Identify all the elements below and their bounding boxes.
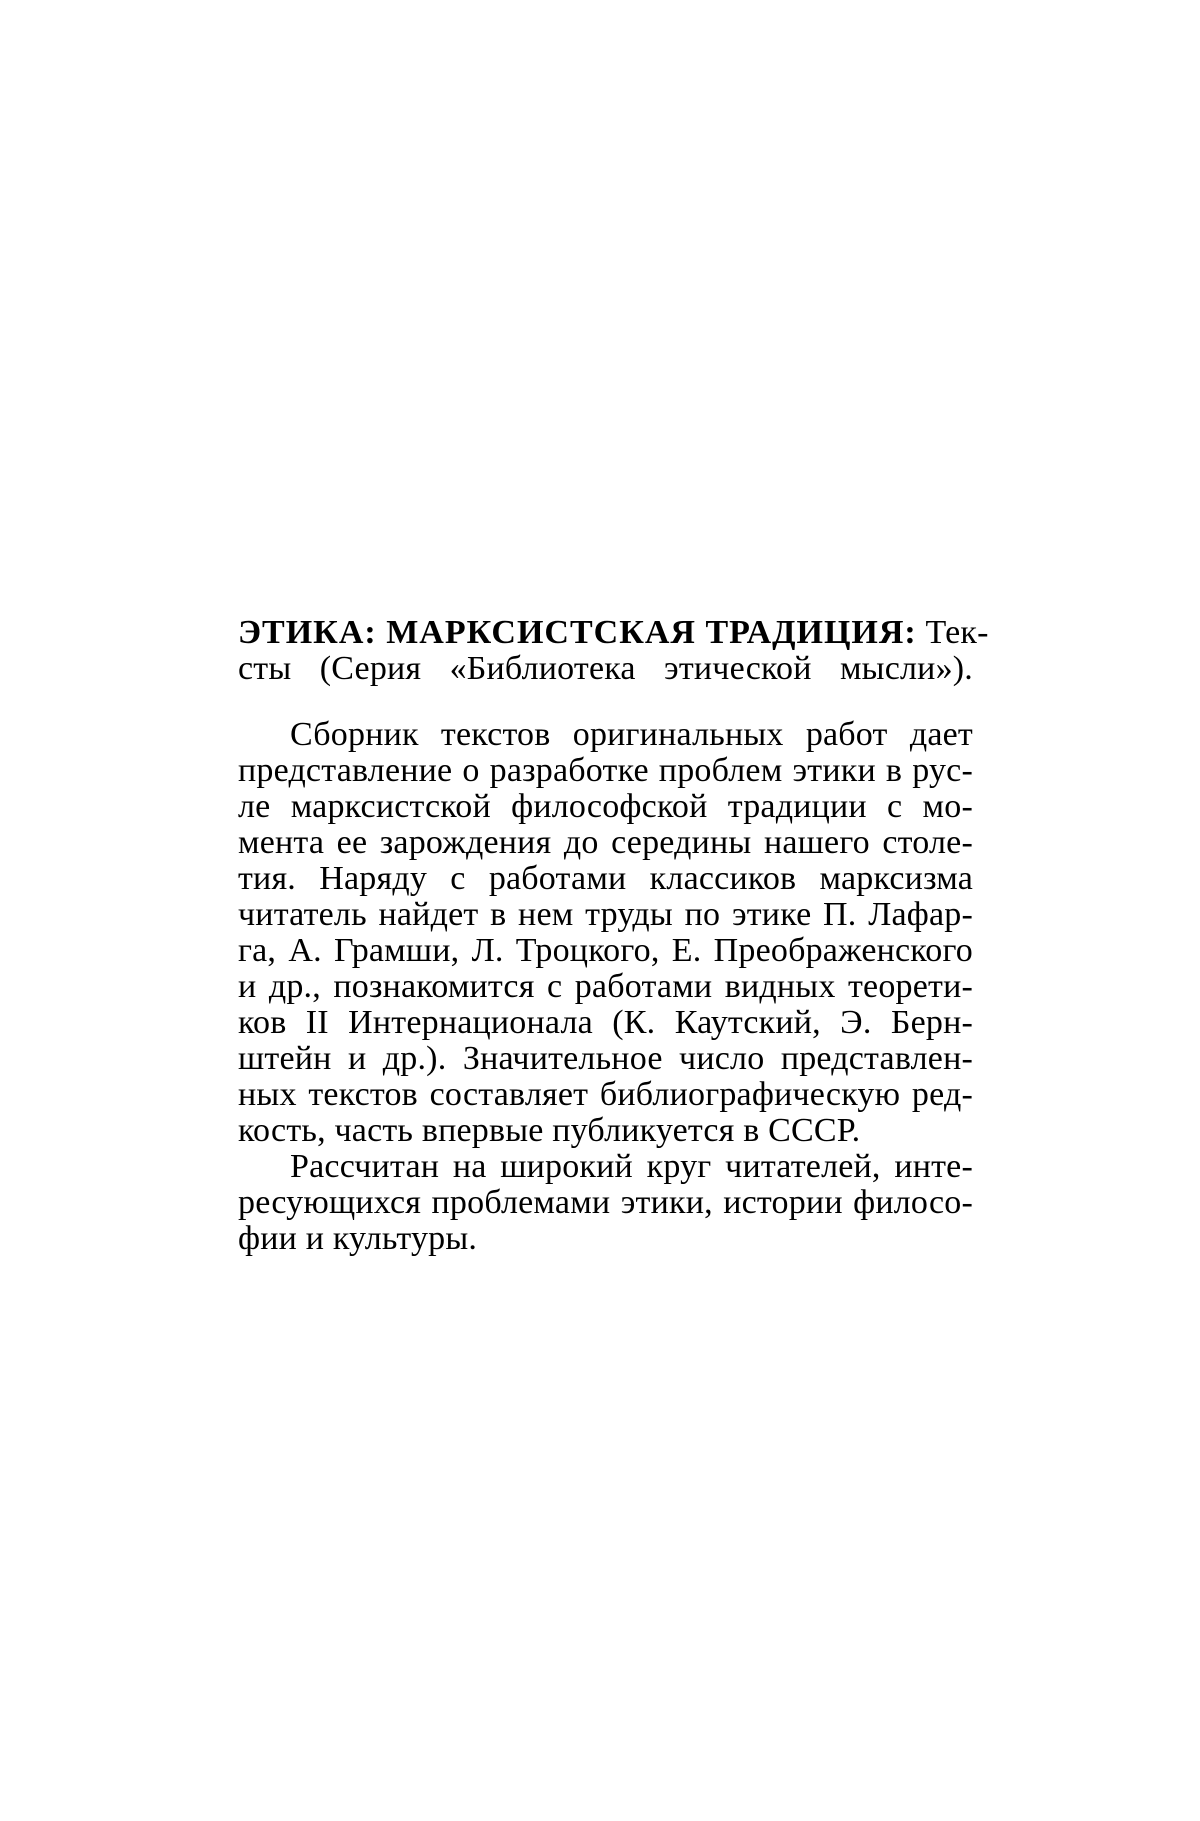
text-line: ле марксистской философской традиции с мо- [238, 788, 973, 825]
annotation-block [238, 614, 989, 1257]
title-line-2: сты (Серия «Библиотека этической мысли»). [238, 650, 973, 687]
text-line: кость, часть впервые публикуется в СССР. [238, 1112, 861, 1149]
text-line: ресующихся проблемами этики, истории филосо- [238, 1184, 973, 1221]
text-line: га, А. Грамши, Л. Троцкого, Е. Преображенского [238, 932, 973, 969]
text-line: Рассчитан на широкий круг читателей, инте- [290, 1148, 973, 1185]
text-line: тия. Наряду с работами классиков марксизма [238, 860, 973, 897]
text-line: мента ее зарождения до середины нашего столе- [238, 824, 973, 861]
text-line: и др., познакомится с работами видных теорети- [238, 968, 973, 1005]
title-line [238, 614, 989, 651]
text-line: фии и культуры. [238, 1220, 478, 1257]
paragraph-description [238, 717, 973, 1149]
text-line: представление о разработке проблем этики в рус- [238, 752, 973, 789]
text-line: Сборник текстов оригинальных работ дает [290, 716, 973, 753]
text-line: читатель найдет в нем труды по этике П. Лафар- [238, 896, 973, 933]
paragraph-audience [238, 1149, 973, 1257]
text-line: штейн и др.). Значительное число представлен- [238, 1040, 973, 1077]
text-line: ных текстов составляет библиографическую ред- [238, 1076, 973, 1113]
title-bold: ЭТИКА: МАРКСИСТСКАЯ ТРАДИЦИЯ: [238, 614, 917, 651]
title-continuation: Тек- [925, 614, 989, 651]
text-line: ков II Интернационала (К. Каутский, Э. Берн- [238, 1004, 973, 1041]
spacer [238, 687, 973, 717]
